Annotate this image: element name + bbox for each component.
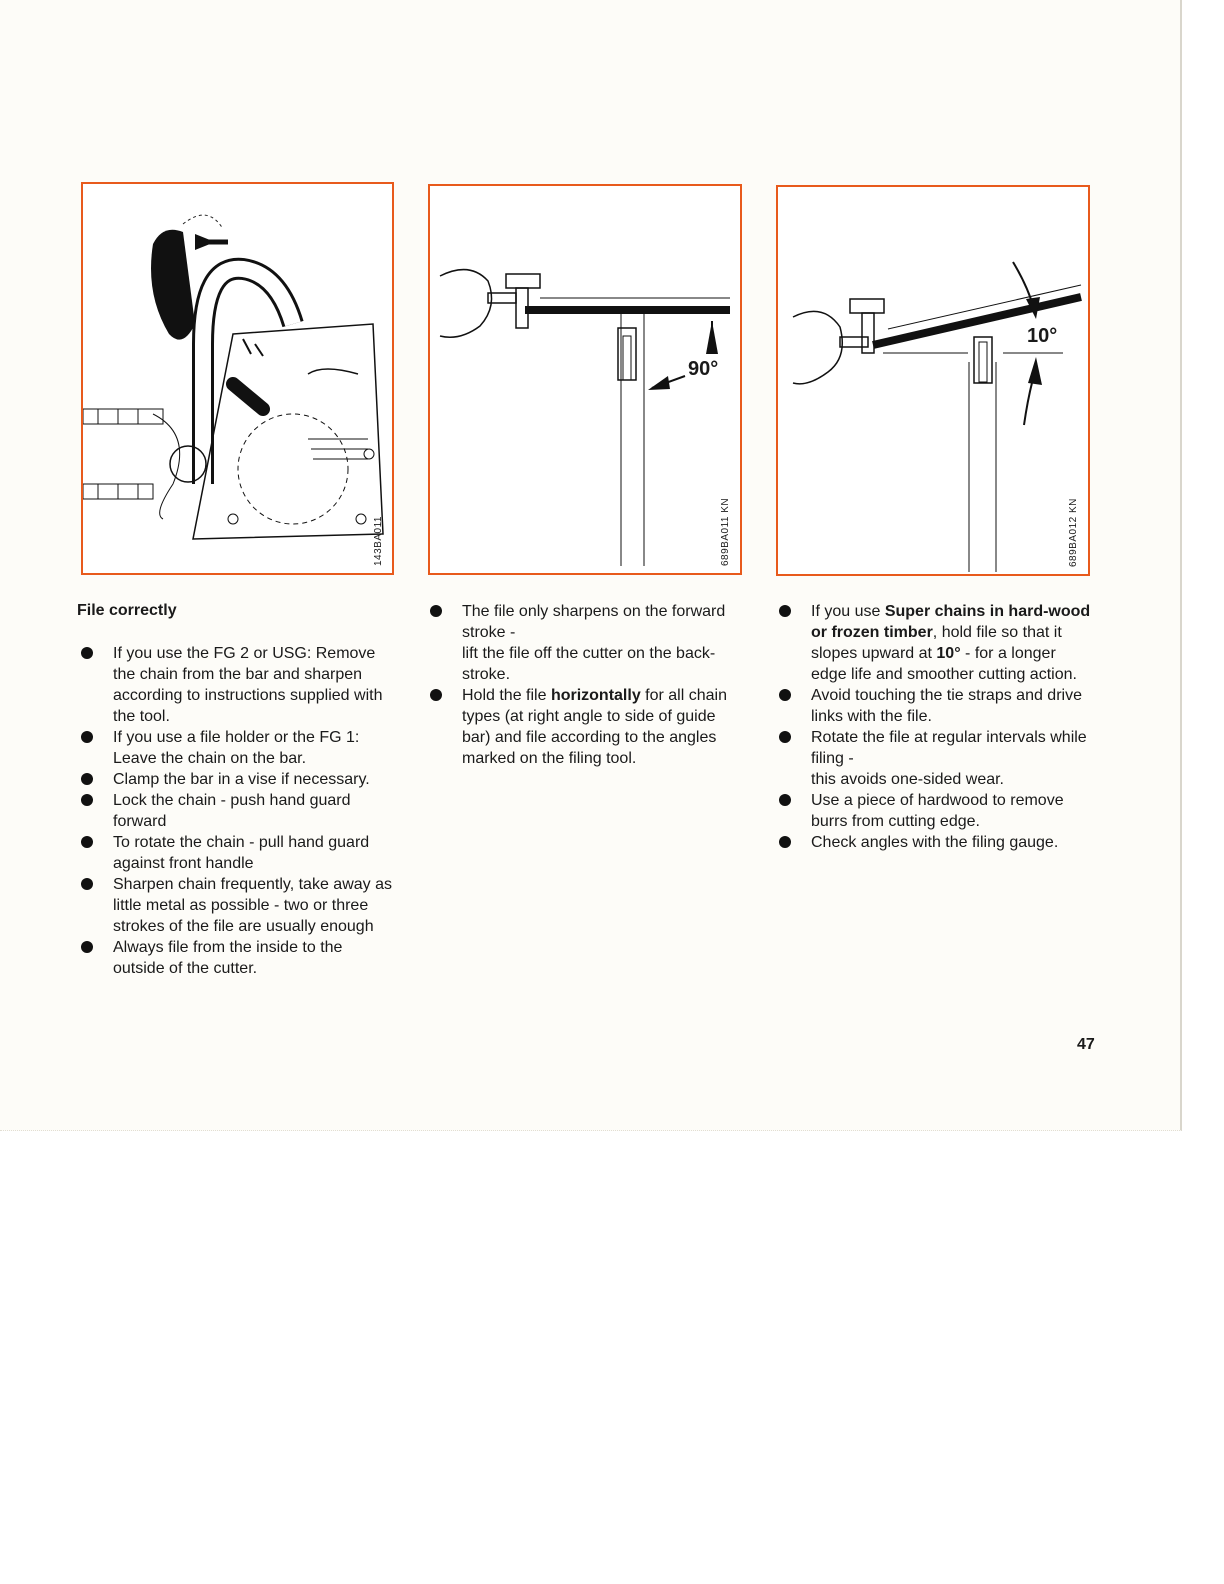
- item-text: for all chain types (at right angle to side of guide bar) and file according to the angles marked on the filing tool.: [462, 687, 727, 767]
- instruction-list: [77, 643, 397, 979]
- item-text: - for a longer edge life and smoother cutting action.: [811, 645, 1077, 683]
- list-item: [426, 601, 744, 685]
- item-text: The file only sharpens on the forward stroke -: [462, 603, 726, 641]
- item-text: , hold file so that it slopes upward at: [811, 624, 1062, 662]
- instruction-list: [426, 601, 744, 769]
- angle-label-10: 10°: [1027, 325, 1058, 347]
- emphasis: horizontally: [550, 687, 641, 704]
- section-heading: File correctly: [77, 602, 177, 619]
- figure-file-10: [776, 185, 1090, 576]
- item-text: Hold the file: [462, 687, 551, 704]
- list-item: Lock the chain - push hand guard forward: [77, 790, 397, 832]
- file-slope-illustration: [778, 187, 1090, 576]
- instruction-list: [775, 601, 1093, 853]
- column-file-angle: [775, 601, 1093, 853]
- list-item: Sharpen chain frequently, take away as little metal as possible - two or three strokes of the file are usually enough: [77, 874, 397, 937]
- page-number: 47: [1077, 1036, 1095, 1053]
- list-item: Check angles with the filing gauge.: [775, 832, 1093, 853]
- column-file-correctly: [77, 600, 397, 979]
- emphasis: 10°: [936, 645, 961, 662]
- item-text: lift the file off the cutter on the back-stroke.: [462, 645, 716, 683]
- item-text: Rotate the file at regular intervals while filing -: [811, 729, 1087, 767]
- figure-chain-brake: [81, 182, 394, 575]
- item-text: this avoids one-sided wear.: [811, 771, 1004, 788]
- list-item: Use a piece of hardwood to remove burrs from cutting edge.: [775, 790, 1093, 832]
- list-item: If you use a file holder or the FG 1: Leave the chain on the bar.: [77, 727, 397, 769]
- list-item: If you use the FG 2 or USG: Remove the chain from the bar and sharpen according to instructions supplied with the tool.: [77, 643, 397, 727]
- angle-label-90: 90°: [688, 358, 719, 380]
- figure-file-90: [428, 184, 742, 575]
- column-file-stroke: [426, 601, 744, 769]
- list-item: Always file from the inside to the outside of the cutter.: [77, 937, 397, 979]
- chainsaw-illustration: [83, 184, 394, 575]
- figure-code: 689BA012 KN: [1068, 498, 1079, 567]
- list-item: To rotate the chain - pull hand guard against front handle: [77, 832, 397, 874]
- emphasis: Super chains in hard-wood or frozen timber: [811, 603, 1091, 641]
- list-item: Clamp the bar in a vise if necessary.: [77, 769, 397, 790]
- list-item: [775, 727, 1093, 790]
- figure-code: 689BA011 KN: [720, 497, 731, 566]
- list-item: Avoid touching the tie straps and drive links with the file.: [775, 685, 1093, 727]
- item-text: If you use: [811, 603, 885, 620]
- figure-code: 143BA011: [373, 516, 384, 566]
- list-item: [426, 685, 744, 769]
- list-item: [775, 601, 1093, 685]
